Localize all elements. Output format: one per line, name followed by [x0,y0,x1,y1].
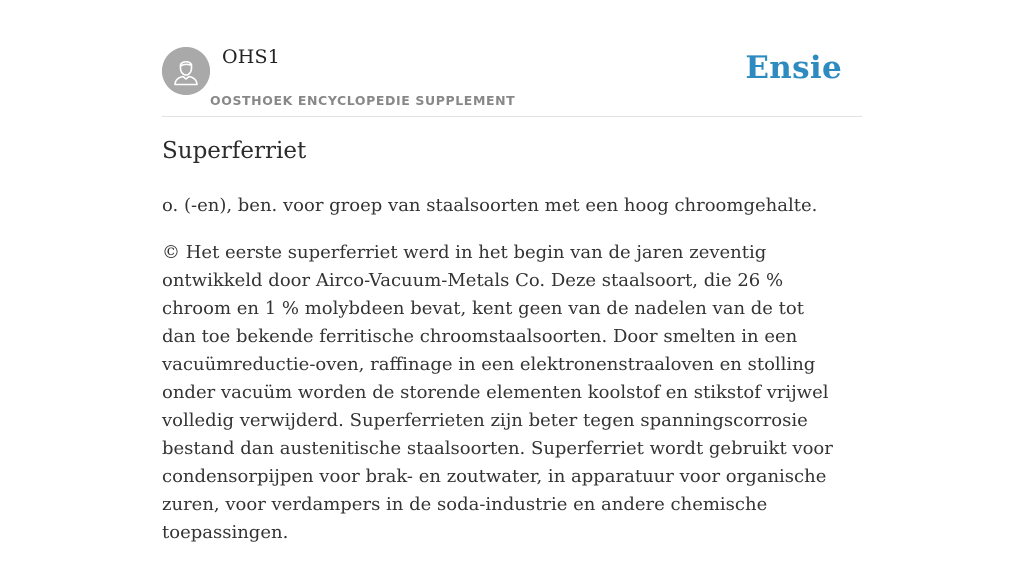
entry-title: Superferriet [162,138,307,164]
page [162,0,862,543]
avatar[interactable] [162,47,210,95]
entry-definition: o. (-en), ben. voor groep van staalsoorten met een hoog chroomgehalte. [162,195,818,216]
author-name[interactable]: OHS1 [222,46,281,68]
entry-header [162,0,862,117]
entry-content [162,192,862,566]
source-label[interactable]: OOSTHOEK ENCYCLOPEDIE SUPPLEMENT [210,93,516,108]
user-silhouette-icon [162,47,210,95]
ensie-logo[interactable]: Ensie [745,50,842,86]
entry-body: © Het eerste superferriet werd in het begin van de jaren zeventig ontwikkeld door Airco-Vacuum-Metals Co. Deze staalsoort, die 26 % chroom en 1 % molybdeen bevat, kent geen van de nadelen van de tot dan toe bekende ferritische chroomstaalsoorten. Door smelten in een vacuümreductie-oven, raffinage in een elektronenstraaloven en stolling onder vacuüm worden de storende elementen koolstof en stikstof vrijwel volledig verwijderd. Superferrieten zijn beter tegen spanningscorrosie bestand dan austenitische staalsoorten. Superferriet wordt gebruikt voor condensorpijpen voor brak- en zoutwater, in apparatuur voor organische zuren, voor verdampers in de soda-industrie en andere chemische toepassingen. [162,242,833,543]
